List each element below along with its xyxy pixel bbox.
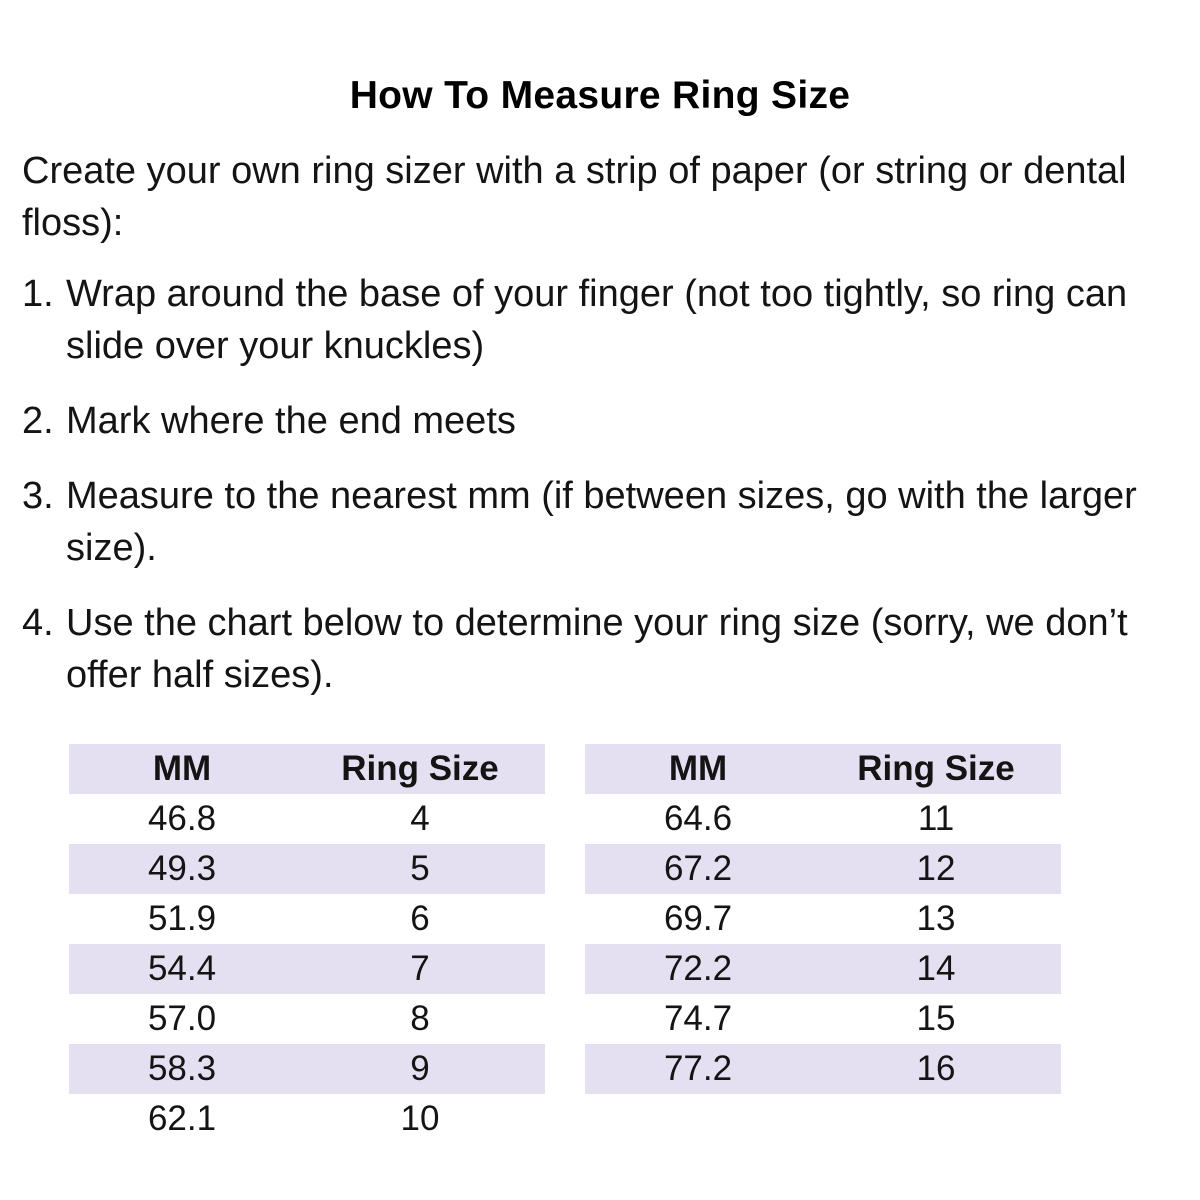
table-row: [585, 994, 1061, 1044]
step-3: [22, 470, 1192, 574]
table-row: [585, 794, 1061, 844]
page-title: How To Measure Ring Size: [349, 74, 851, 117]
step-1: [22, 268, 1192, 372]
ring-size-cell: 14: [916, 949, 956, 988]
ring-size-cell: 16: [916, 1049, 956, 1088]
ring-size-column-header: Ring Size: [857, 749, 1015, 788]
mm-cell: 54.4: [147, 949, 217, 988]
mm-cell: 67.2: [663, 849, 733, 888]
table-row: [69, 994, 545, 1044]
step-4: [22, 597, 1192, 701]
table-row: [69, 944, 545, 994]
table-row: [69, 1044, 545, 1094]
ring-size-cell: 10: [400, 1099, 440, 1138]
table-header-row: [585, 744, 1061, 794]
ring-size-cell: 5: [410, 849, 430, 888]
table-row: [69, 844, 545, 894]
step-number: 3.: [22, 475, 54, 517]
ring-size-cell: 9: [410, 1049, 430, 1088]
ring-size-table-right: [585, 744, 1061, 1094]
ring-size-column-header: Ring Size: [341, 749, 499, 788]
mm-cell: 58.3: [147, 1049, 217, 1088]
table-row: [585, 944, 1061, 994]
mm-cell: 77.2: [663, 1049, 733, 1088]
mm-cell: 62.1: [147, 1099, 217, 1138]
table-row: [585, 1044, 1061, 1094]
ring-size-cell: 7: [410, 949, 430, 988]
step-2: [22, 395, 1192, 447]
step-text: Measure to the nearest mm (if between sizes, go with the larger size).: [66, 475, 1137, 569]
mm-cell: 57.0: [147, 999, 217, 1038]
ring-size-cell: 6: [410, 899, 430, 938]
mm-cell: 49.3: [147, 849, 217, 888]
ring-size-cell: 4: [410, 799, 430, 838]
mm-cell: 51.9: [147, 899, 217, 938]
step-number: 2.: [22, 400, 54, 442]
step-text: Use the chart below to determine your ring size (sorry, we don’t offer half sizes).: [66, 602, 1128, 696]
ring-size-cell: 13: [916, 899, 956, 938]
intro-paragraph: Create your own ring sizer with a strip of paper (or string or dental floss):: [22, 150, 1127, 244]
mm-cell: 72.2: [663, 949, 733, 988]
ring-size-cell: 15: [916, 999, 956, 1038]
table-row: [69, 794, 545, 844]
mm-column-header: MM: [152, 749, 212, 788]
mm-cell: 74.7: [663, 999, 733, 1038]
table-row: [585, 844, 1061, 894]
ring-size-cell: 8: [410, 999, 430, 1038]
mm-cell: 69.7: [663, 899, 733, 938]
table-row: [69, 1094, 545, 1144]
ring-size-table-left: [69, 744, 545, 1144]
mm-cell: 46.8: [147, 799, 217, 838]
mm-cell: 64.6: [663, 799, 733, 838]
table-row: [69, 894, 545, 944]
table-header-row: [69, 744, 545, 794]
step-text: Wrap around the base of your finger (not too tightly, so ring can slide over your knuckles): [66, 273, 1128, 367]
table-row: [585, 894, 1061, 944]
step-text: Mark where the end meets: [66, 400, 516, 442]
ring-size-cell: 12: [916, 849, 956, 888]
mm-column-header: MM: [668, 749, 728, 788]
step-number: 1.: [22, 273, 54, 315]
ring-size-cell: 11: [917, 799, 955, 838]
step-number: 4.: [22, 602, 54, 644]
